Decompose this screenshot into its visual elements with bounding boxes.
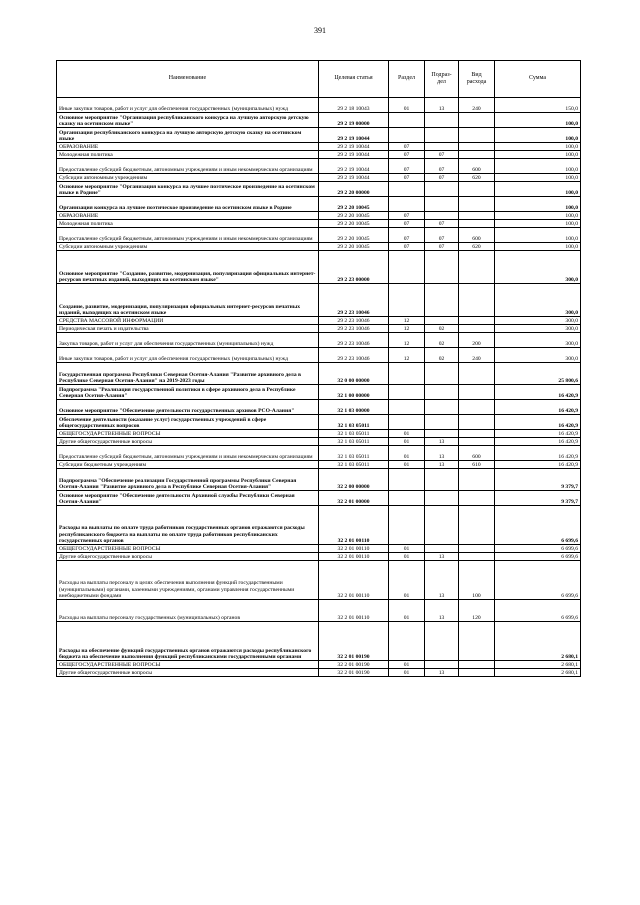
- cell-code: 32 1 03 05011: [319, 438, 389, 446]
- cell-name: ОБРАЗОВАНИЕ: [57, 212, 319, 220]
- cell-name: Периодическая печать и издательства: [57, 325, 319, 333]
- table-row: [57, 348, 581, 363]
- cell-type: [459, 317, 495, 325]
- cell-name: Создание, развитие, модернизация, популяризация официальных интернет-ресурсов печатных изданий, выходящих на осетинском языке: [57, 284, 319, 317]
- cell-type: [459, 661, 495, 669]
- cell-type: [459, 212, 495, 220]
- cell-name: Закупка товаров, работ и услуг для обеспечения государственных (муниципальных) нужд: [57, 333, 319, 348]
- cell-type: 240: [459, 348, 495, 363]
- cell-type: [459, 197, 495, 212]
- cell-name: Основное мероприятие "Обеспечение деятельности государственных архивов РСО-Алания": [57, 400, 319, 415]
- cell-name: Предоставление субсидий бюджетным, автономным учреждениям и иным некоммерческим организациям: [57, 159, 319, 174]
- cell-type: 120: [459, 600, 495, 622]
- cell-sum: 2 680,1: [495, 622, 581, 661]
- cell-code: 29 2 20 10045: [319, 228, 389, 243]
- cell-name: ОБЩЕГОСУДАРСТВЕННЫЕ ВОПРОСЫ: [57, 545, 319, 553]
- table-row: [57, 622, 581, 661]
- cell-code: 29 2 19 00000: [319, 113, 389, 128]
- cell-section: 01: [389, 600, 425, 622]
- cell-sum: 150,0: [495, 98, 581, 113]
- cell-section: 07: [389, 243, 425, 251]
- table-row: [57, 385, 581, 400]
- table-row: [57, 251, 581, 284]
- cell-name: Расходы на выплаты персоналу государственных (муниципальных) органов: [57, 600, 319, 622]
- cell-type: [459, 284, 495, 317]
- cell-name: Другие общегосударственные вопросы: [57, 438, 319, 446]
- cell-code: 32 2 01 00000: [319, 491, 389, 506]
- cell-subsection: [425, 385, 459, 400]
- cell-sum: 16 420,9: [495, 415, 581, 430]
- cell-code: 29 2 23 10046: [319, 317, 389, 325]
- cell-name: Другие общегосударственные вопросы: [57, 553, 319, 561]
- cell-subsection: 13: [425, 438, 459, 446]
- cell-name: Молодежная политика: [57, 220, 319, 228]
- cell-code: 29 2 23 10046: [319, 333, 389, 348]
- cell-subsection: 13: [425, 600, 459, 622]
- cell-subsection: [425, 400, 459, 415]
- cell-sum: 6 699,6: [495, 545, 581, 553]
- cell-subsection: 07: [425, 174, 459, 182]
- table-row: [57, 143, 581, 151]
- table-row: [57, 159, 581, 174]
- cell-sum: 100,0: [495, 128, 581, 143]
- cell-sum: 2 680,1: [495, 661, 581, 669]
- page-number: 391: [314, 26, 326, 35]
- cell-sum: 16 420,9: [495, 446, 581, 461]
- cell-name: Молодежная политика: [57, 151, 319, 159]
- cell-type: [459, 438, 495, 446]
- table-row: [57, 400, 581, 415]
- cell-code: 29 2 19 10044: [319, 159, 389, 174]
- cell-section: [389, 113, 425, 128]
- table-row: [57, 197, 581, 212]
- table-row: [57, 284, 581, 317]
- table-row: [57, 469, 581, 491]
- cell-sum: 25 800,6: [495, 363, 581, 385]
- cell-code: 32 1 03 05011: [319, 430, 389, 438]
- cell-section: 01: [389, 430, 425, 438]
- cell-section: [389, 400, 425, 415]
- cell-code: 29 2 23 10046: [319, 348, 389, 363]
- cell-sum: 300,0: [495, 284, 581, 317]
- cell-type: [459, 182, 495, 197]
- cell-type: [459, 143, 495, 151]
- cell-type: [459, 430, 495, 438]
- cell-subsection: [425, 113, 459, 128]
- cell-subsection: 13: [425, 446, 459, 461]
- cell-sum: 2 680,1: [495, 669, 581, 677]
- cell-type: [459, 400, 495, 415]
- cell-section: 12: [389, 325, 425, 333]
- table-row: [57, 220, 581, 228]
- cell-sum: 300,0: [495, 317, 581, 325]
- cell-sum: 9 379,7: [495, 469, 581, 491]
- cell-name: Обеспечение деятельности (оказание услуг) государственных учреждений в сфере общегосударственных вопросов: [57, 415, 319, 430]
- table-row: [57, 446, 581, 461]
- cell-name: Основное мероприятие "Обеспечение деятельности Архивной службы Республики Северная Осетия-Алания": [57, 491, 319, 506]
- cell-name: Субсидии автономным учреждениям: [57, 174, 319, 182]
- cell-code: 29 2 20 10045: [319, 212, 389, 220]
- cell-type: [459, 128, 495, 143]
- cell-section: [389, 363, 425, 385]
- cell-sum: 6 699,6: [495, 553, 581, 561]
- table-row: [57, 113, 581, 128]
- cell-code: 32 2 01 00110: [319, 600, 389, 622]
- cell-code: 29 2 23 10046: [319, 284, 389, 317]
- cell-subsection: [425, 197, 459, 212]
- cell-code: 32 1 03 05011: [319, 446, 389, 461]
- cell-section: 07: [389, 174, 425, 182]
- cell-type: [459, 325, 495, 333]
- cell-name: СРЕДСТВА МАССОВОЙ ИНФОРМАЦИИ: [57, 317, 319, 325]
- cell-name: Иные закупки товаров, работ и услуг для обеспечения государственных (муниципальных) нужд: [57, 98, 319, 113]
- cell-section: [389, 415, 425, 430]
- table-header-row: [57, 61, 581, 98]
- cell-code: 29 2 19 10044: [319, 174, 389, 182]
- cell-type: [459, 113, 495, 128]
- header-code: Целевая статья: [319, 61, 389, 98]
- cell-name: ОБЩЕГОСУДАРСТВЕННЫЕ ВОПРОСЫ: [57, 661, 319, 669]
- cell-type: 620: [459, 243, 495, 251]
- cell-name: Основное мероприятие "Организация республиканского конкурса на лучшую авторскую детскую сказку на осетинском языке": [57, 113, 319, 128]
- cell-sum: 100,0: [495, 143, 581, 151]
- cell-name: Подпрограмма "Реализация государственной политики в сфере архивного дела в Республике Северная Осетия-Алания": [57, 385, 319, 400]
- cell-name: Иные закупки товаров, работ и услуг для обеспечения государственных (муниципальных) нужд: [57, 348, 319, 363]
- cell-section: 07: [389, 151, 425, 159]
- cell-sum: 300,0: [495, 333, 581, 348]
- cell-section: 01: [389, 98, 425, 113]
- cell-type: [459, 491, 495, 506]
- header-name: Наименование: [57, 61, 319, 98]
- cell-section: 07: [389, 159, 425, 174]
- cell-type: [459, 251, 495, 284]
- cell-sum: 100,0: [495, 220, 581, 228]
- cell-sum: 100,0: [495, 151, 581, 159]
- table-row: [57, 333, 581, 348]
- cell-sum: 100,0: [495, 212, 581, 220]
- cell-type: [459, 545, 495, 553]
- cell-section: 12: [389, 317, 425, 325]
- table-row: [57, 243, 581, 251]
- cell-sum: 100,0: [495, 228, 581, 243]
- cell-subsection: 07: [425, 220, 459, 228]
- cell-subsection: [425, 661, 459, 669]
- cell-code: 32 1 03 00000: [319, 400, 389, 415]
- cell-subsection: 07: [425, 159, 459, 174]
- cell-section: [389, 385, 425, 400]
- cell-sum: 100,0: [495, 159, 581, 174]
- cell-type: 600: [459, 446, 495, 461]
- cell-subsection: 13: [425, 553, 459, 561]
- cell-code: 32 2 01 00110: [319, 561, 389, 600]
- cell-subsection: [425, 143, 459, 151]
- cell-subsection: 07: [425, 151, 459, 159]
- header-section: Раздел: [389, 61, 425, 98]
- cell-section: 01: [389, 461, 425, 469]
- table-row: [57, 212, 581, 220]
- cell-code: 29 2 20 10045: [319, 197, 389, 212]
- table-row: [57, 461, 581, 469]
- cell-code: 32 2 01 00190: [319, 622, 389, 661]
- cell-code: 32 0 00 00000: [319, 363, 389, 385]
- cell-subsection: [425, 182, 459, 197]
- cell-subsection: 13: [425, 561, 459, 600]
- budget-table: [56, 60, 581, 677]
- cell-section: [389, 284, 425, 317]
- cell-sum: 300,0: [495, 251, 581, 284]
- table-row: [57, 98, 581, 113]
- cell-section: 07: [389, 212, 425, 220]
- table-row: [57, 545, 581, 553]
- cell-sum: 300,0: [495, 348, 581, 363]
- cell-code: 29 2 19 10044: [319, 128, 389, 143]
- cell-subsection: [425, 622, 459, 661]
- cell-type: 610: [459, 461, 495, 469]
- cell-sum: 16 420,9: [495, 400, 581, 415]
- cell-name: Организация республиканского конкурса на лучшую авторскую детскую сказку на осетинском языке: [57, 128, 319, 143]
- header-sum: Сумма: [495, 61, 581, 98]
- cell-subsection: [425, 317, 459, 325]
- cell-sum: 9 379,7: [495, 491, 581, 506]
- cell-name: Предоставление субсидий бюджетным, автономным учреждениям и иным некоммерческим организациям: [57, 446, 319, 461]
- table-row: [57, 128, 581, 143]
- cell-subsection: [425, 284, 459, 317]
- cell-subsection: [425, 506, 459, 545]
- cell-code: 32 2 00 00000: [319, 469, 389, 491]
- cell-name: Основное мероприятие "Организация конкурса на лучшее поэтическое произведение на осетинском языке в Родине": [57, 182, 319, 197]
- cell-section: [389, 491, 425, 506]
- table-row: [57, 151, 581, 159]
- cell-sum: 16 420,9: [495, 461, 581, 469]
- cell-code: 32 1 03 05011: [319, 461, 389, 469]
- cell-subsection: 02: [425, 325, 459, 333]
- cell-code: 29 2 23 00000: [319, 251, 389, 284]
- cell-subsection: [425, 363, 459, 385]
- cell-type: 600: [459, 228, 495, 243]
- cell-section: 12: [389, 348, 425, 363]
- cell-section: 01: [389, 446, 425, 461]
- cell-sum: 16 420,9: [495, 385, 581, 400]
- cell-code: 32 2 01 00110: [319, 553, 389, 561]
- cell-code: 29 2 18 10043: [319, 98, 389, 113]
- cell-type: [459, 553, 495, 561]
- cell-subsection: 07: [425, 228, 459, 243]
- cell-name: Субсидии бюджетным учреждениям: [57, 461, 319, 469]
- cell-sum: 16 420,9: [495, 430, 581, 438]
- cell-type: 200: [459, 333, 495, 348]
- cell-section: 01: [389, 545, 425, 553]
- cell-sum: 100,0: [495, 174, 581, 182]
- cell-section: [389, 469, 425, 491]
- cell-section: 01: [389, 669, 425, 677]
- cell-sum: 100,0: [495, 182, 581, 197]
- cell-subsection: [425, 251, 459, 284]
- table-row: [57, 325, 581, 333]
- cell-type: [459, 669, 495, 677]
- cell-code: 32 2 01 00190: [319, 661, 389, 669]
- cell-code: 32 1 00 00000: [319, 385, 389, 400]
- cell-code: 32 2 01 00110: [319, 506, 389, 545]
- header-subsection: Подраз- дел: [425, 61, 459, 98]
- cell-subsection: [425, 430, 459, 438]
- cell-code: 32 1 03 05011: [319, 415, 389, 430]
- table-row: [57, 228, 581, 243]
- cell-code: 29 2 19 10044: [319, 151, 389, 159]
- cell-name: Другие общегосударственные вопросы: [57, 669, 319, 677]
- cell-section: [389, 251, 425, 284]
- table-row: [57, 317, 581, 325]
- cell-subsection: [425, 469, 459, 491]
- table-body: [57, 98, 581, 677]
- cell-subsection: [425, 128, 459, 143]
- cell-type: [459, 622, 495, 661]
- table-row: [57, 553, 581, 561]
- cell-sum: 100,0: [495, 113, 581, 128]
- cell-name: Расходы на обеспечение функций государственных органов отражаются расходы республиканского бюджета на обеспечение выполнения функций республиканскими государственными органами: [57, 622, 319, 661]
- cell-name: Подпрограмма "Обеспечение реализации Государственной программы Республики Северная Осетия-Алания "Развитие архивного дела в Республике Северная Осетия-Алания": [57, 469, 319, 491]
- cell-code: 29 2 20 10045: [319, 243, 389, 251]
- cell-type: 100: [459, 561, 495, 600]
- cell-code: 29 2 19 10044: [319, 143, 389, 151]
- table-row: [57, 438, 581, 446]
- cell-type: [459, 363, 495, 385]
- table-row: [57, 174, 581, 182]
- cell-section: [389, 182, 425, 197]
- cell-section: 01: [389, 438, 425, 446]
- cell-type: [459, 415, 495, 430]
- cell-section: 01: [389, 661, 425, 669]
- cell-section: 12: [389, 333, 425, 348]
- cell-type: [459, 385, 495, 400]
- cell-name: Расходы на выплаты персоналу в целях обеспечения выполнения функций государственными (муниципальными) органами, казенными учреждениями, органами управления государственными внебюджетными фондами: [57, 561, 319, 600]
- cell-section: [389, 128, 425, 143]
- cell-code: 32 2 01 00190: [319, 669, 389, 677]
- cell-subsection: [425, 212, 459, 220]
- cell-sum: 6 699,6: [495, 561, 581, 600]
- cell-name: Государственная программа Республики Северная Осетия-Алания "Развитие архивного дела в Республике Северная Осетия-Алания" на 2019-2023 годы: [57, 363, 319, 385]
- cell-name: Основное мероприятие "Создание, развитие, модернизация, популяризация официальных интернет-ресурсов печатных изданий, выходящих на осетинском языке": [57, 251, 319, 284]
- cell-subsection: 02: [425, 333, 459, 348]
- cell-type: [459, 469, 495, 491]
- cell-code: 29 2 20 00000: [319, 182, 389, 197]
- table-row: [57, 430, 581, 438]
- cell-type: [459, 506, 495, 545]
- cell-type: 620: [459, 174, 495, 182]
- cell-type: [459, 220, 495, 228]
- cell-code: 29 2 20 10045: [319, 220, 389, 228]
- cell-code: 32 2 01 00110: [319, 545, 389, 553]
- table-row: [57, 363, 581, 385]
- cell-sum: 300,0: [495, 325, 581, 333]
- table-row: [57, 669, 581, 677]
- cell-type: 600: [459, 159, 495, 174]
- table-row: [57, 415, 581, 430]
- cell-name: Организация конкурса на лучшее поэтическое произведение на осетинском языке в Родине: [57, 197, 319, 212]
- cell-subsection: 13: [425, 98, 459, 113]
- cell-sum: 100,0: [495, 243, 581, 251]
- cell-name: Субсидии автономным учреждениям: [57, 243, 319, 251]
- cell-subsection: 07: [425, 243, 459, 251]
- cell-sum: 6 699,6: [495, 600, 581, 622]
- cell-subsection: 02: [425, 348, 459, 363]
- header-type: Вид расхода: [459, 61, 495, 98]
- cell-section: 01: [389, 561, 425, 600]
- cell-type: 240: [459, 98, 495, 113]
- cell-subsection: [425, 545, 459, 553]
- cell-subsection: 13: [425, 461, 459, 469]
- cell-section: 07: [389, 143, 425, 151]
- table-row: [57, 182, 581, 197]
- table-row: [57, 600, 581, 622]
- cell-section: [389, 622, 425, 661]
- cell-section: [389, 197, 425, 212]
- table-row: [57, 661, 581, 669]
- cell-name: Расходы на выплаты по оплате труда работников государственных органов отражаются расходы республиканского бюджета на выплаты по оплате труда работников республиканских государственных органов: [57, 506, 319, 545]
- cell-section: [389, 506, 425, 545]
- cell-type: [459, 151, 495, 159]
- cell-section: 07: [389, 220, 425, 228]
- cell-subsection: 13: [425, 669, 459, 677]
- cell-name: ОБЩЕГОСУДАРСТВЕННЫЕ ВОПРОСЫ: [57, 430, 319, 438]
- cell-code: 29 2 23 10046: [319, 325, 389, 333]
- table-row: [57, 506, 581, 545]
- table-row: [57, 561, 581, 600]
- cell-sum: 100,0: [495, 197, 581, 212]
- cell-section: 01: [389, 553, 425, 561]
- cell-subsection: [425, 491, 459, 506]
- cell-sum: 16 420,9: [495, 438, 581, 446]
- cell-sum: 6 699,6: [495, 506, 581, 545]
- cell-name: ОБРАЗОВАНИЕ: [57, 143, 319, 151]
- table-row: [57, 491, 581, 506]
- cell-section: 07: [389, 228, 425, 243]
- cell-name: Предоставление субсидий бюджетным, автономным учреждениям и иным некоммерческим организациям: [57, 228, 319, 243]
- cell-subsection: [425, 415, 459, 430]
